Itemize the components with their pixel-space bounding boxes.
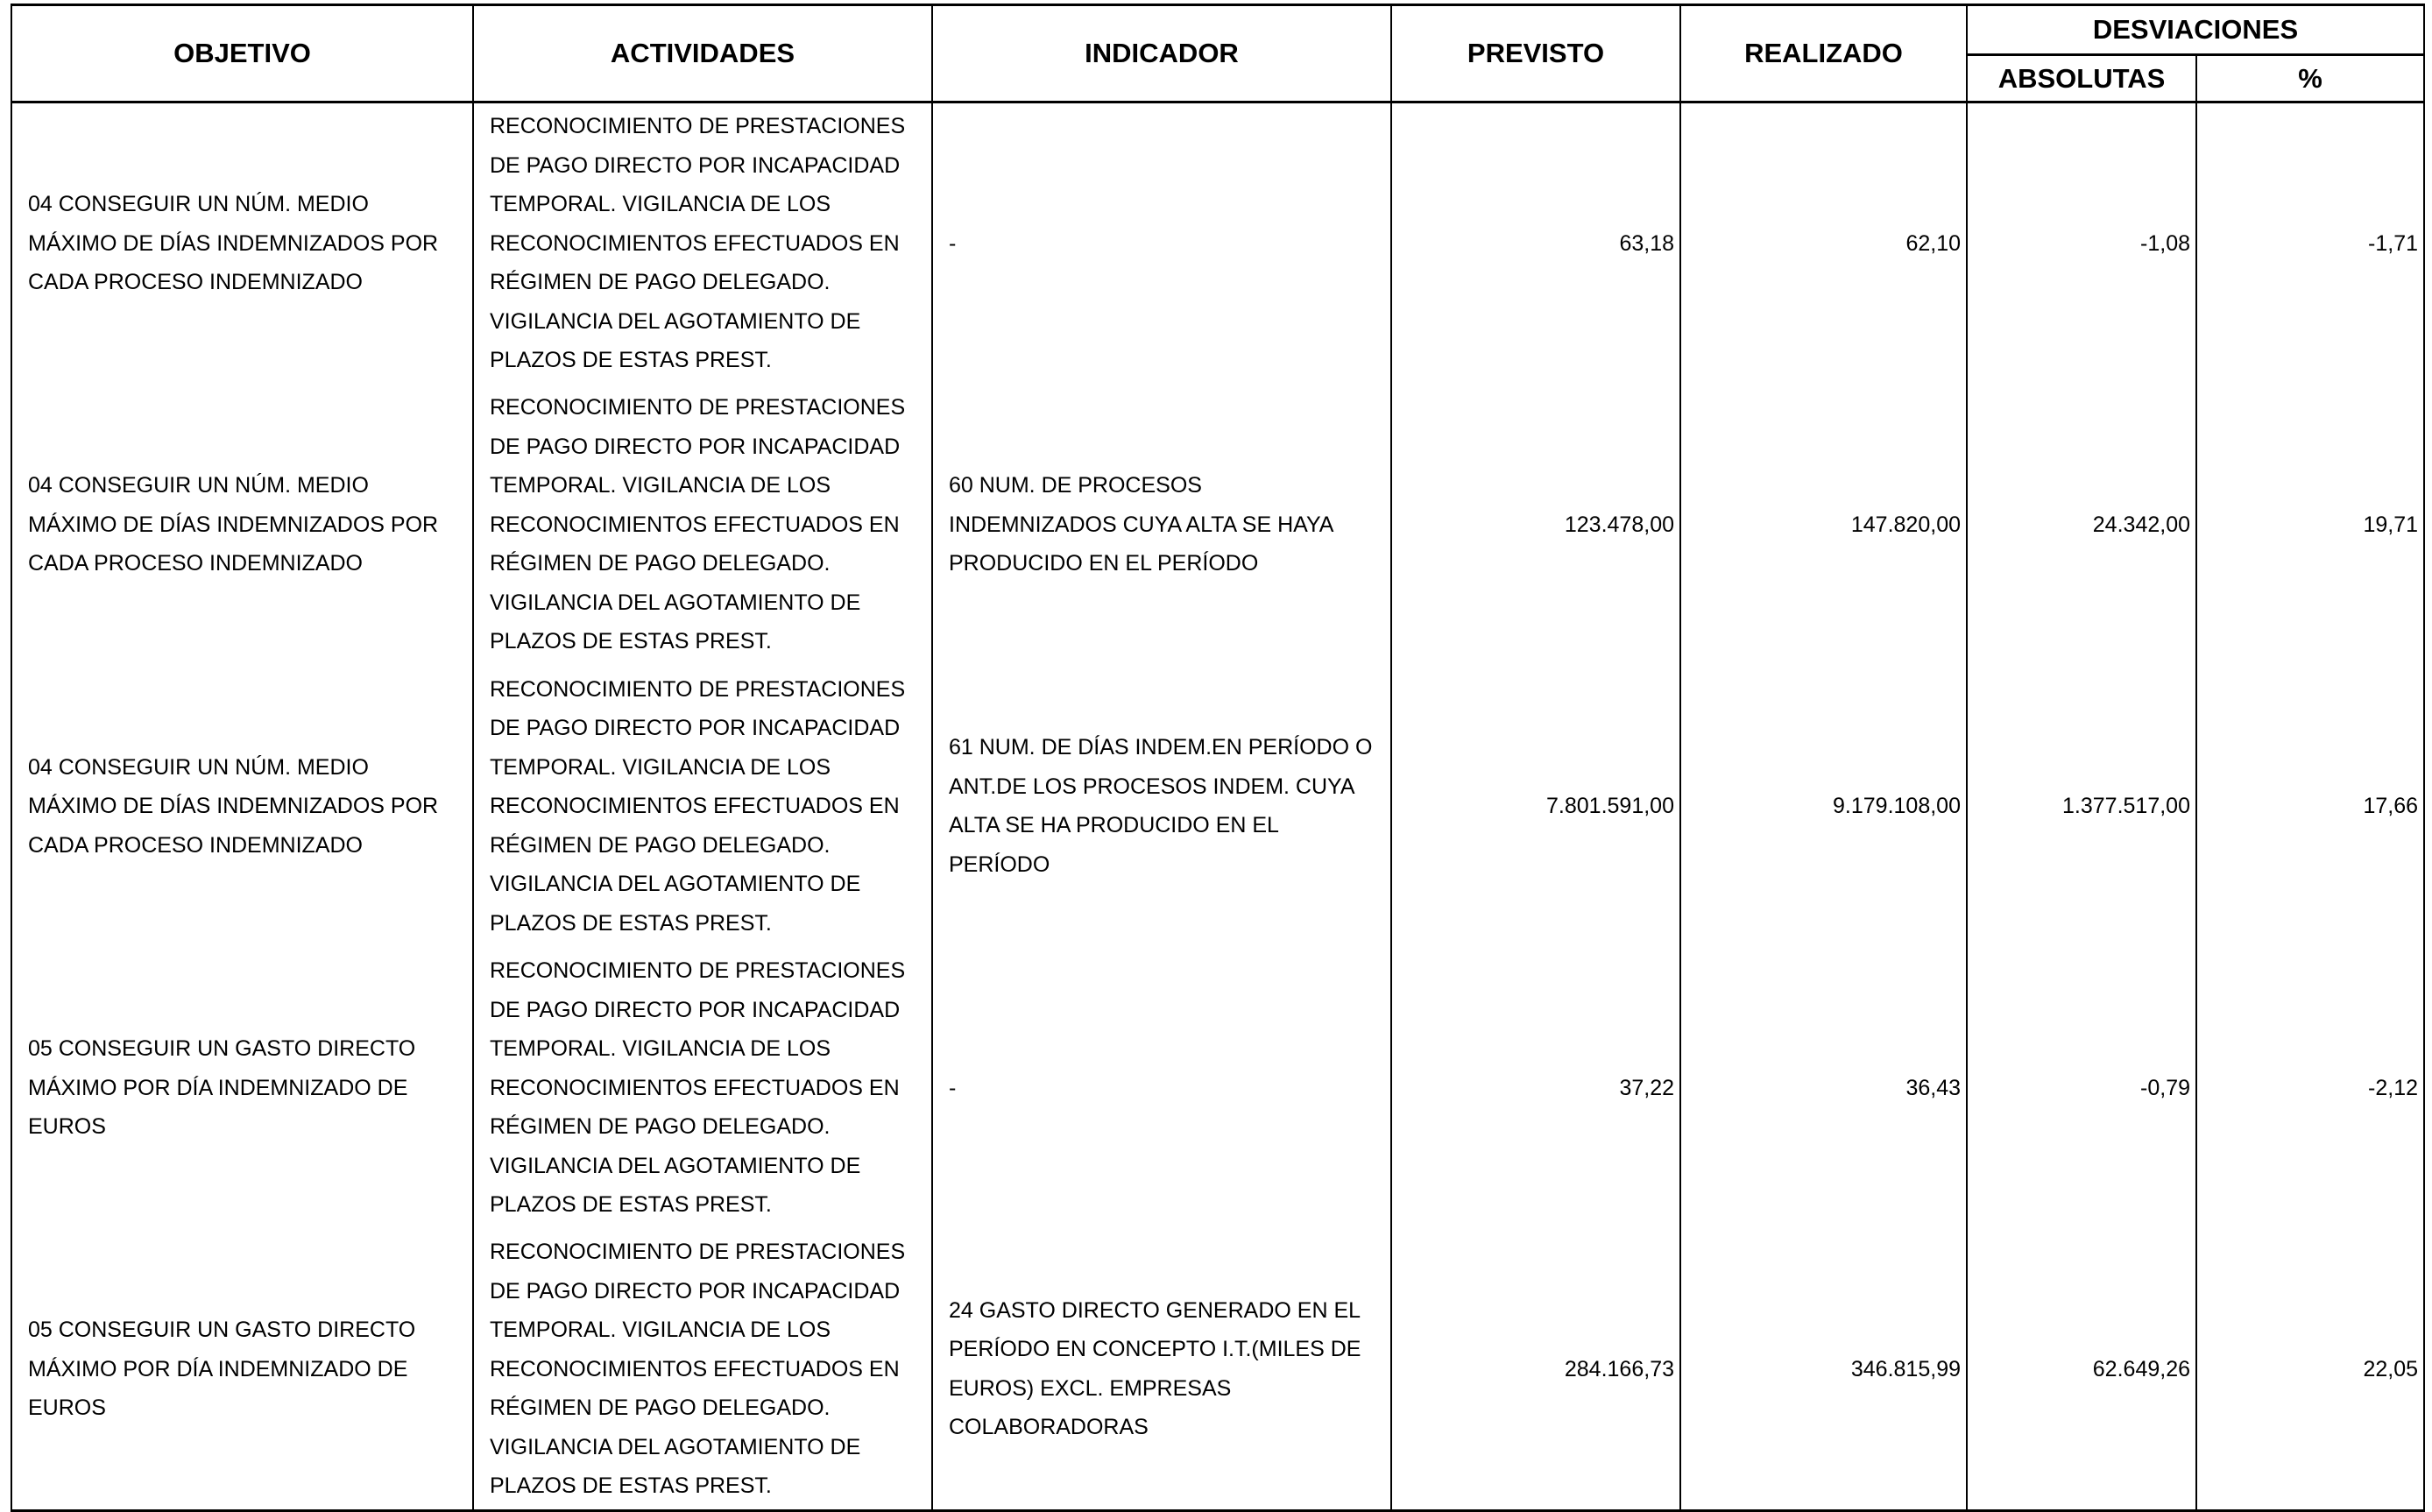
cell-realizado: 36,43 bbox=[1680, 947, 1967, 1229]
header-actividades: ACTIVIDADES bbox=[473, 5, 932, 102]
cell-realizado: 62,10 bbox=[1680, 102, 1967, 385]
header-desviaciones: DESVIACIONES bbox=[1967, 5, 2424, 55]
cell-indicador: 60 NUM. DE PROCESOS INDEMNIZADOS CUYA ALTA SE HAYA PRODUCIDO EN EL PERÍODO bbox=[932, 384, 1391, 666]
cell-absolutas: 1.377.517,00 bbox=[1967, 666, 2196, 948]
cell-absolutas: -0,79 bbox=[1967, 947, 2196, 1229]
objectives-table bbox=[11, 4, 2425, 1512]
cell-realizado: 147.820,00 bbox=[1680, 384, 1967, 666]
cell-actividades: RECONOCIMIENTO DE PRESTACIONES DE PAGO DIRECTO POR INCAPACIDAD TEMPORAL. VIGILANCIA DE LOS RECONOCIMIENTOS EFECTUADOS EN RÉGIMEN DE PAGO DELEGADO. VIGILANCIA DEL AGOTAMIENTO DE PLAZOS DE ESTAS PREST. bbox=[473, 102, 932, 385]
cell-previsto: 284.166,73 bbox=[1391, 1229, 1680, 1511]
header-porcentaje: % bbox=[2196, 55, 2424, 102]
cell-porcentaje: 17,66 bbox=[2196, 666, 2424, 948]
header-realizado: REALIZADO bbox=[1680, 5, 1967, 102]
table-header bbox=[11, 5, 2424, 102]
header-objetivo: OBJETIVO bbox=[11, 5, 473, 102]
cell-absolutas: -1,08 bbox=[1967, 102, 2196, 385]
cell-actividades: RECONOCIMIENTO DE PRESTACIONES DE PAGO DIRECTO POR INCAPACIDAD TEMPORAL. VIGILANCIA DE LOS RECONOCIMIENTOS EFECTUADOS EN RÉGIMEN DE PAGO DELEGADO. VIGILANCIA DEL AGOTAMIENTO DE PLAZOS DE ESTAS PREST. bbox=[473, 1229, 932, 1511]
cell-previsto: 7.801.591,00 bbox=[1391, 666, 1680, 948]
cell-previsto: 63,18 bbox=[1391, 102, 1680, 385]
cell-porcentaje: 22,05 bbox=[2196, 1229, 2424, 1511]
table-row bbox=[11, 384, 2424, 666]
cell-indicador: - bbox=[932, 102, 1391, 385]
cell-actividades: RECONOCIMIENTO DE PRESTACIONES DE PAGO DIRECTO POR INCAPACIDAD TEMPORAL. VIGILANCIA DE LOS RECONOCIMIENTOS EFECTUADOS EN RÉGIMEN DE PAGO DELEGADO. VIGILANCIA DEL AGOTAMIENTO DE PLAZOS DE ESTAS PREST. bbox=[473, 947, 932, 1229]
cell-absolutas: 62.649,26 bbox=[1967, 1229, 2196, 1511]
cell-absolutas: 24.342,00 bbox=[1967, 384, 2196, 666]
cell-realizado: 9.179.108,00 bbox=[1680, 666, 1967, 948]
header-indicador: INDICADOR bbox=[932, 5, 1391, 102]
table-row bbox=[11, 1229, 2424, 1511]
cell-objetivo: 04 CONSEGUIR UN NÚM. MEDIO MÁXIMO DE DÍAS INDEMNIZADOS POR CADA PROCESO INDEMNIZADO bbox=[11, 666, 473, 948]
cell-indicador: - bbox=[932, 947, 1391, 1229]
cell-objetivo: 04 CONSEGUIR UN NÚM. MEDIO MÁXIMO DE DÍAS INDEMNIZADOS POR CADA PROCESO INDEMNIZADO bbox=[11, 102, 473, 385]
cell-actividades: RECONOCIMIENTO DE PRESTACIONES DE PAGO DIRECTO POR INCAPACIDAD TEMPORAL. VIGILANCIA DE LOS RECONOCIMIENTOS EFECTUADOS EN RÉGIMEN DE PAGO DELEGADO. VIGILANCIA DEL AGOTAMIENTO DE PLAZOS DE ESTAS PREST. bbox=[473, 384, 932, 666]
cell-objetivo: 05 CONSEGUIR UN GASTO DIRECTO MÁXIMO POR DÍA INDEMNIZADO DE EUROS bbox=[11, 947, 473, 1229]
table-row bbox=[11, 947, 2424, 1229]
header-previsto: PREVISTO bbox=[1391, 5, 1680, 102]
cell-objetivo: 04 CONSEGUIR UN NÚM. MEDIO MÁXIMO DE DÍAS INDEMNIZADOS POR CADA PROCESO INDEMNIZADO bbox=[11, 384, 473, 666]
cell-porcentaje: -1,71 bbox=[2196, 102, 2424, 385]
cell-porcentaje: -2,12 bbox=[2196, 947, 2424, 1229]
cell-objetivo: 05 CONSEGUIR UN GASTO DIRECTO MÁXIMO POR DÍA INDEMNIZADO DE EUROS bbox=[11, 1229, 473, 1511]
table-row bbox=[11, 666, 2424, 948]
cell-previsto: 37,22 bbox=[1391, 947, 1680, 1229]
table-row bbox=[11, 102, 2424, 385]
cell-indicador: 24 GASTO DIRECTO GENERADO EN EL PERÍODO EN CONCEPTO I.T.(MILES DE EUROS) EXCL. EMPRESAS COLABORADORAS bbox=[932, 1229, 1391, 1511]
cell-actividades: RECONOCIMIENTO DE PRESTACIONES DE PAGO DIRECTO POR INCAPACIDAD TEMPORAL. VIGILANCIA DE LOS RECONOCIMIENTOS EFECTUADOS EN RÉGIMEN DE PAGO DELEGADO. VIGILANCIA DEL AGOTAMIENTO DE PLAZOS DE ESTAS PREST. bbox=[473, 666, 932, 948]
header-absolutas: ABSOLUTAS bbox=[1967, 55, 2196, 102]
cell-porcentaje: 19,71 bbox=[2196, 384, 2424, 666]
cell-previsto: 123.478,00 bbox=[1391, 384, 1680, 666]
cell-realizado: 346.815,99 bbox=[1680, 1229, 1967, 1511]
table-body bbox=[11, 102, 2424, 1511]
cell-indicador: 61 NUM. DE DÍAS INDEM.EN PERÍODO O ANT.DE LOS PROCESOS INDEM. CUYA ALTA SE HA PRODUCIDO EN EL PERÍODO bbox=[932, 666, 1391, 948]
